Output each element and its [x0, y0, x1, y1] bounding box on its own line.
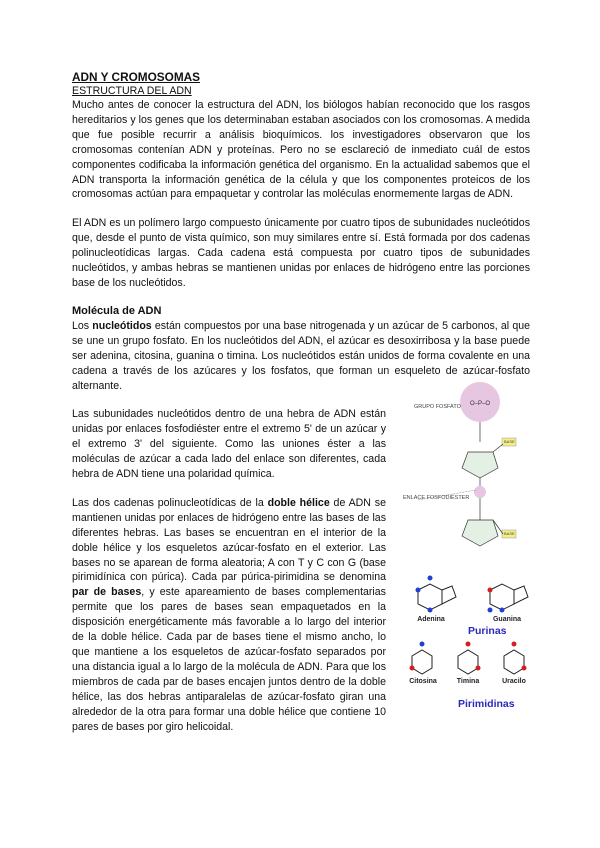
- bold-term-nucleotidos: nucleótidos: [92, 319, 152, 332]
- bold-term-doble-helice: doble hélice: [267, 496, 330, 509]
- document-title: ADN Y CROMOSOMAS: [72, 70, 201, 84]
- title-pyrimidines: Pirimidinas: [458, 698, 515, 710]
- text-segment: Las dos cadenas polinucleotídicas de la: [72, 496, 268, 509]
- label-adenine: Adenina: [417, 616, 445, 623]
- bold-term-par-de-bases: par de bases: [72, 586, 142, 599]
- base-tag-lower-label: BASE: [504, 531, 515, 536]
- label-guanine: Guanina: [492, 616, 521, 623]
- label-uracil: Uracilo: [502, 678, 526, 685]
- title-purines: Purinas: [468, 625, 507, 637]
- text-segment: Los: [72, 319, 93, 332]
- label-thymine: Timina: [456, 678, 480, 685]
- svg-text:O–P–O: O–P–O: [470, 401, 491, 407]
- sugar-ring-lower: [462, 520, 498, 546]
- sugar-ring-upper: [462, 452, 498, 478]
- phosphate-small: [474, 486, 486, 498]
- paragraph-polarity: Las subunidades nucleótidos dentro de una hebra de ADN están unidas por enlaces fosfodiéster entre el extremo 5' de un azúcar y el extremo 3' del siguiente. Como las uniones éster a las moléculas de azúcar a cada lado del enlace son diferentes, cada hebra de ADN tiene una polaridad química.: [72, 408, 386, 481]
- base-tag-upper-label: BASE: [504, 439, 515, 444]
- text-segment: están compuestos por una base nitrogenada y un azúcar de 5 carbonos, al que se une un grupo fosfato. En los nucleótidos del ADN, el azúcar es desoxirribosa y la base puede ser adenina, citosina, guanina o timina. Los nucleótidos están unidos de forma covalente en una cadena a través de los azúcares y los fosfatos, que forman un esqueleto de azúcar-fosfato alternante.: [72, 319, 530, 392]
- paragraph-double-helix: [72, 496, 386, 735]
- text-segment: , y este apareamiento de bases complementarias permite que los pares de bases sean empaquetados en la disposición energéticamente más favorable a lo largo del interior de la doble hélice. Cada par de bases tiene el mismo ancho, lo que mantiene a los esqueletos de azúcar-fosfato separados por una distancia igual a lo largo de la molécula de ADN. Para que los miembros de cada par de bases encajen juntos dentro de la doble hélice, las dos hebras antiparalelas de azúcar-fosfato giran una alrededor de la otra para formar una doble hélice que contiene 10 pares de bases por giro helicoidal.: [72, 586, 386, 733]
- label-phosphodiester-bond: ENLACE FOSFODIÉSTER: [403, 495, 470, 501]
- label-phosphate-group: GRUPO FOSFATO: [414, 404, 461, 410]
- text-segment: de ADN se mantienen unidas por enlaces de hidrógeno entre las bases de las diferentes hebras. Las bases se encuentran en el interior de la doble hélice y los esqueletos azúcar-fosfato en el exterior. Las bases no se aparean de forma aleatoria; A con T y C con G (base pirimidínica con púrica). Cada par púrica-pirimidina se denomina: [72, 496, 386, 584]
- paragraph-polymer: El ADN es un polímero largo compuesto únicamente por cuatro tipos de subunidades nucleótidos que, desde el punto de vista químico, son muy similares entre sí. Está formada por dos cadenas polinucleotídicas largas. Cada cadena está compuesta por cuatro tipos de subunidades nucleótidos, y ambas hebras se mantienen unidas por enlaces de hidrógeno entre las porciones base de los nucleótidos.: [72, 217, 530, 289]
- paragraph-intro: Mucho antes de conocer la estructura del ADN, los biólogos habían reconocido que los rasgos hereditarios y los genes que los determinaban estaban asociados con los cromosomas. A medida que fue posible recurrir a análisis bioquímicos. los investigadores observaron que los cromosomas contenían ADN y proteínas. Pero no se esclareció de inmediato cuál de estos componentes codificaba la información genética del organismo. En la actualidad sabemos que el ADN transporta la información genética de la célula y que los componentes proteicos de los cromosomas actúan para empaquetar y controlar las moléculas enormemente largas de ADN.: [72, 99, 530, 201]
- section-heading: Molécula de ADN: [72, 304, 162, 317]
- label-cytosine: Citosina: [409, 678, 437, 685]
- nucleotide-figure: [398, 380, 538, 690]
- section-subtitle: ESTRUCTURA DEL ADN: [72, 85, 192, 97]
